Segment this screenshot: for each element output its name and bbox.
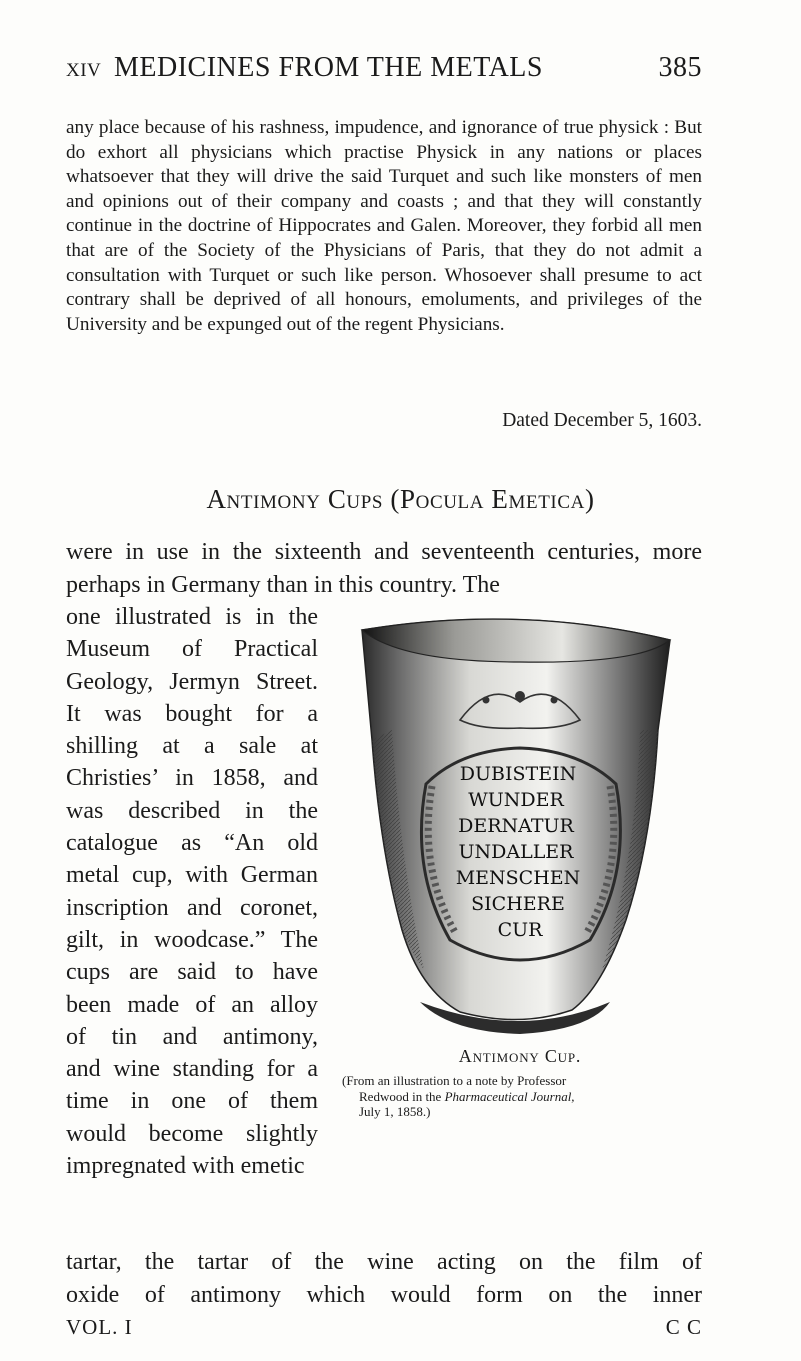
column-line: catalogue as “An old	[66, 830, 318, 857]
bottom-line: tartar, the tartar of the wine acting on the film of	[66, 1249, 702, 1275]
caption-note-mid: Redwood in the	[359, 1088, 442, 1104]
column-line: time in one of them	[66, 1088, 318, 1115]
column-line: Christies’ in 1858, and	[66, 765, 318, 792]
caption-note-continued	[342, 1089, 704, 1105]
column-line: gilt, in woodcase.” The	[66, 926, 318, 953]
section-heading: Antimony Cups (Pocula Emetica)	[206, 484, 595, 514]
inscription-line: DUBISTEIN	[459, 763, 577, 785]
caption-note-end: July 1, 1858.)	[359, 1104, 431, 1119]
column-line: was described in the	[66, 797, 318, 824]
body-wide-text	[66, 536, 702, 601]
figure-caption-note	[342, 1073, 704, 1120]
column-line: inscription and coronet,	[66, 894, 318, 921]
antimony-cup-figure	[340, 610, 700, 1050]
intro-paragraph	[66, 116, 702, 337]
column-line: impregnated with emetic	[66, 1153, 305, 1180]
column-line: been made of an alloy	[66, 991, 318, 1018]
column-line: Museum of Practical	[66, 636, 318, 663]
page-number: 385	[658, 52, 702, 83]
column-line: Geology, Jermyn Street.	[66, 668, 318, 695]
inscription-line: DERNATUR	[458, 815, 574, 837]
antimony-cup-illustration	[340, 610, 700, 1050]
caption-note-start: (From an illustration to a note by Professor	[342, 1073, 567, 1088]
column-line: of tin and antimony,	[66, 1023, 318, 1050]
bottom-line: oxide of antimony which would form on the inner	[66, 1281, 702, 1308]
column-line: one illustrated is in the	[66, 604, 318, 630]
inscription-line: SICHERE	[471, 893, 565, 915]
wide-paragraph: were in use in the sixteenth and seventeenth centuries, more perhaps in Germany than in this country. The	[66, 539, 702, 598]
column-line: metal cup, with German	[66, 862, 318, 889]
running-head	[66, 52, 702, 88]
running-title: MEDICINES FROM THE METALS	[114, 52, 543, 83]
column-line: would become slightly	[66, 1120, 318, 1147]
inscription-line: CUR	[497, 919, 543, 941]
inscription-line: UNDALLER	[458, 841, 574, 863]
figure-caption-title: Antimony Cup.	[458, 1046, 582, 1066]
intro-text: any place because of his rashness, impudence, and ignorance of true physick : But do exhort all physicians which practise Physick in any nations or places whatsoever that they will drive the said Turquet and such like monsters of men and opinions out of their company and coasts ; and that they will constantly continue in the doctrine of Hippocrates and Galen. Moreover, they forbid all men that are of the Society of the Physicians of Paris, that they do not admit a consultation with Turquet or such like person. Whosoever shall presume to act contrary shall be deprived of all honours, emoluments, and privileges of the University and be expunged out of the regent Physicians.	[66, 117, 702, 335]
inscription-line: MENSCHEN	[455, 867, 581, 889]
bottom-text	[66, 1246, 702, 1311]
chapter-number: XIV	[66, 60, 102, 81]
column-line: It was bought for a	[66, 700, 318, 727]
column-line: and wine standing for a	[66, 1056, 318, 1083]
dated-line: Dated December 5, 1603.	[502, 410, 702, 431]
signature-mark: C C	[665, 1315, 702, 1339]
caption-journal: Pharmaceutical Journal,	[444, 1088, 575, 1104]
wrapped-column	[66, 601, 318, 1182]
volume-mark: VOL. I	[66, 1315, 133, 1339]
column-line: cups are said to have	[66, 959, 318, 986]
column-line: shilling at a sale at	[66, 733, 318, 760]
inscription-line: WUNDER	[468, 789, 564, 811]
